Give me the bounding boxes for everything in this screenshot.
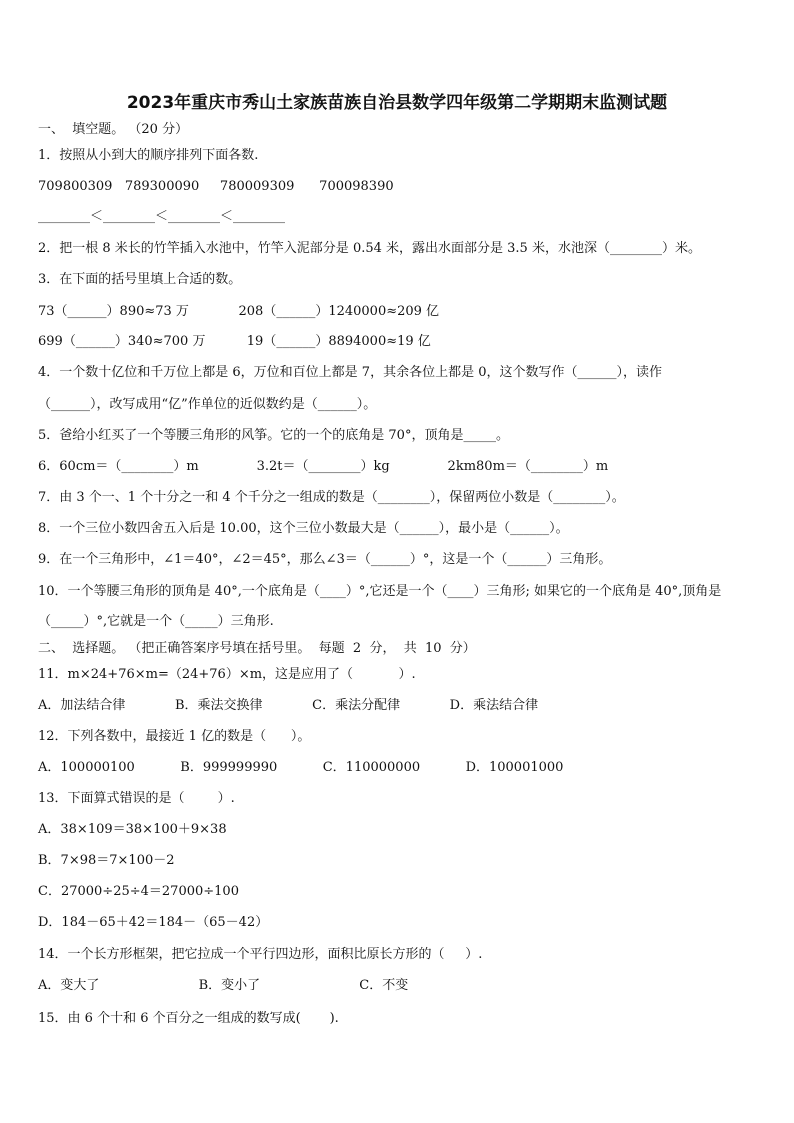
question-14: 14．一个长方形框架，把它拉成一个平行四边形，面积比原长方形的（ ）. (38, 947, 483, 962)
question-5: 5．爸给小红买了一个等腰三角形的风筝。它的一个的底角是 70°，顶角是_____。 (38, 428, 509, 443)
question-11: 11．m×24+76×m=（24+76）×m，这是应用了（ ）. (38, 667, 416, 682)
question-13-option-d: D．184－65＋42＝184－（65－42） (38, 915, 269, 930)
question-14-options: A．变大了 B．变小了 C．不变 (38, 978, 409, 993)
question-13-option-c: C．27000÷25÷4＝27000÷100 (38, 884, 239, 899)
question-13: 13．下面算式错误的是（ ）. (38, 791, 235, 806)
question-1: 1．按照从小到大的顺序排列下面各数. (38, 148, 259, 163)
question-4-line-1: 4．一个数十亿位和千万位上都是 6，万位和百位上都是 7，其余各位上都是 0，这个数写作（______），读作 (38, 365, 662, 380)
question-7: 7．由 3 个一、1 个十分之一和 4 个千分之一组成的数是（________），保留两位小数是（________）。 (38, 490, 625, 505)
question-1-blanks: ________＜________＜________＜________ (38, 209, 286, 224)
question-10-line-2: （_____）°,它就是一个（_____）三角形. (38, 614, 274, 629)
question-3-row-2: 699（______）340≈700 万 19（______）8894000≈19 亿 (38, 334, 431, 349)
question-12: 12．下列各数中，最接近 1 亿的数是（ ）。 (38, 729, 311, 744)
question-9: 9．在一个三角形中，∠1＝40°，∠2＝45°，那么∠3＝（______）°，这是一个（______）三角形。 (38, 552, 612, 567)
question-4-line-2: （______），改写成用“亿”作单位的近似数约是（______）。 (38, 397, 377, 412)
question-10-line-1: 10．一个等腰三角形的顶角是 40°,一个底角是（____）°,它还是一个（____）三角形; 如果它的一个底角是 40°,顶角是 (38, 584, 722, 599)
question-13-option-a: A．38×109＝38×100＋9×38 (38, 822, 227, 837)
question-11-options: A．加法结合律 B．乘法交换律 C．乘法分配律 D．乘法结合律 (38, 698, 539, 713)
question-6: 6．60cm＝（________）m 3.2t＝（________）kg 2km80m＝（________）m (38, 459, 609, 474)
question-12-options: A．100000100 B．999999990 C．110000000 D．100001000 (38, 760, 564, 775)
question-1-numbers: 709800309 789300090 780009309 700098390 (38, 179, 394, 194)
section-fill-in: 一、 填空题。 （20 分） (38, 122, 189, 137)
exam-title: 2023年重庆市秀山土家族苗族自治县数学四年级第二学期期末监测试题 (126, 93, 668, 113)
question-15: 15．由 6 个十和 6 个百分之一组成的数写成( ). (38, 1011, 339, 1026)
question-3: 3．在下面的括号里填上合适的数。 (38, 272, 242, 287)
question-2: 2．把一根 8 米长的竹竿插入水池中，竹竿入泥部分是 0.54 米，露出水面部分是 3.5 米，水池深（________）米。 (38, 241, 701, 256)
question-3-row-1: 73（______）890≈73 万 208（______）1240000≈209 亿 (38, 304, 440, 319)
section-multiple-choice: 二、 选择题。 （把正确答案序号填在括号里。 每题 2 分， 共 10 分） (38, 641, 476, 656)
question-13-option-b: B．7×98＝7×100－2 (38, 853, 175, 868)
question-8: 8．一个三位小数四舍五入后是 10.00，这个三位小数最大是（______），最小是（______）。 (38, 521, 569, 536)
